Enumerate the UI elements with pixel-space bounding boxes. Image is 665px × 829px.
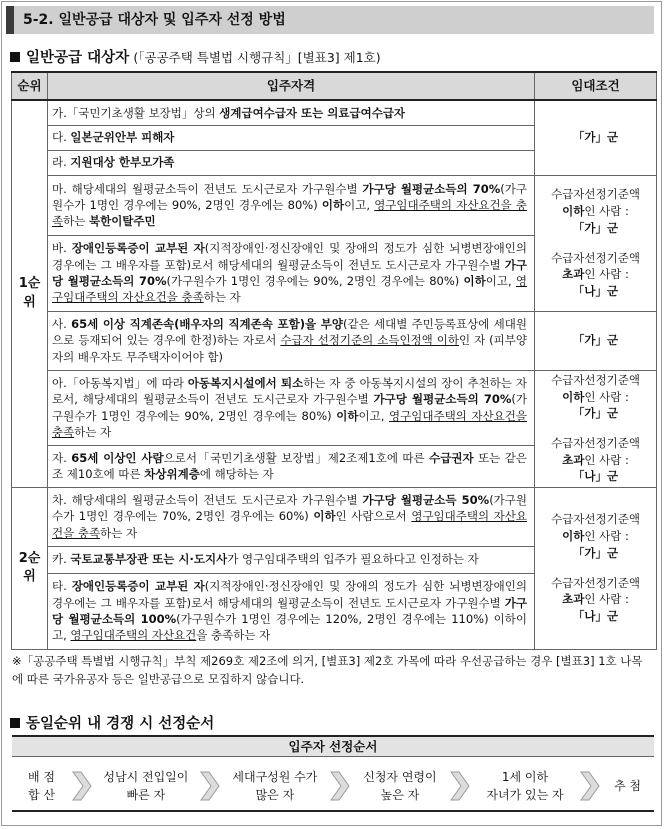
qual-ma: 마. 해당세대의 월평균소득이 전년도 도시근로자 가구원수별 가구당 월평균소득의 70%(가구원수가 1명인 경우에는 90%, 2명인 경우에는 80%) 이하이고, 영구임대주택의 자산요건을 충족하는 북한이탈주민 bbox=[48, 175, 535, 235]
step-applicant-age: 신청자 연령이 높은 자 bbox=[363, 770, 437, 802]
qual-ka: 카. 국토교통부장관 또는 시·도지사가 영구임대주택의 입주가 필요하다고 인정하는 자 bbox=[48, 546, 535, 573]
chevron-right-icon bbox=[71, 768, 93, 804]
qual-ta: 타. 장애인등록증이 교부된 자(지적장애인·정신장애인 및 장애의 정도가 심한 뇌병변장애인의 경우에는 그 배우자를 포함)로서 해당세대의 월평균소득이 전년도 도시근로자 가구원수별 가구당 월평균소득의 100%(가구원수가 1명인 경우에는 120%, 2명인 경우에는 110%) 이하이고, 영구임대주택의 자산요건을 충족하는 자 bbox=[48, 573, 535, 649]
chevron-right-icon bbox=[199, 768, 221, 804]
qual-ah: 아.「아동복지법」에 따라 아동복지시설에서 퇴소하는 자 중 아동복지시설의 장이 추천하는 자로서, 해당세대의 월평균소득이 전년도 도시근로자 가구원수별 가구당 월평균소득의 70%(가구원수가 1명인 경우에는 90%, 2명인 경우에는 80%) 이하이고, 영구임대주택의 자산요건을 충족하는 자 bbox=[48, 370, 535, 445]
rank-1-cell: 1순위 bbox=[12, 100, 48, 487]
square-bullet-icon bbox=[10, 52, 20, 62]
cond-sa: 「가」군 bbox=[535, 311, 657, 370]
table-row bbox=[12, 487, 657, 546]
selection-order-header: 입주자 선정순서 bbox=[12, 735, 654, 757]
qual-ga: 가.「국민기초생활 보장법」상의 생계급여수급자 또는 의료급여수급자 bbox=[48, 100, 535, 125]
section-heading: 동일순위 내 경쟁 시 선정순서 bbox=[26, 716, 215, 732]
selection-steps bbox=[12, 762, 654, 812]
step-infant-child: 1세 이하 자녀가 있는 자 bbox=[486, 770, 564, 802]
table-row bbox=[12, 175, 657, 235]
qual-ja: 자. 65세 이상인 사람으로서「국민기초생활 보장법」제2조제1호에 따른 수급권자 또는 같은 조 제10호에 따른 차상위계층에 해당하는 자 bbox=[48, 445, 535, 487]
header-condition: 임대조건 bbox=[535, 72, 657, 100]
qual-sa: 사. 65세 이상 직계존속(배우자의 직계존속 포함)을 부양(같은 세대별 주민등록표상에 세대원으로 등재되어 있는 경우에 한정)하는 자로서 수급자 선정기준의 소득인정액 이하인 자 (피부양자의 배우자도 무주택자이어야 함) bbox=[48, 311, 535, 370]
section-subheading: (「공공주택 특별법 시행규칙」[별표3] 제1호) bbox=[133, 50, 381, 65]
qual-cha: 차. 해당세대의 월평균소득이 전년도 도시근로자 가구원수별 가구당 월평균소득 50%(가구원수가 1명인 경우에는 70%, 2명인 경우에는 60%) 이하인 사람으로서 영구임대주택의 자산요건을 충족하는 자 bbox=[48, 487, 535, 546]
qual-da: 다. 일본군위안부 피해자 bbox=[48, 125, 535, 150]
header-rank: 순위 bbox=[12, 72, 48, 100]
table-row bbox=[12, 370, 657, 445]
cond-rank2: 수급자선정기준액 이하인 사람 : 「가」군 수급자선정기준액 초과인 사람 : 「나」군 bbox=[535, 487, 657, 649]
cond-ma-ba: 수급자선정기준액 이하인 사람 : 「가」군 수급자선정기준액 초과인 사람 : 「나」군 bbox=[535, 175, 657, 311]
rank-2-cell: 2순위 bbox=[12, 487, 48, 649]
step-lottery: 추 첨 bbox=[613, 779, 641, 793]
step-household-size: 세대구성원 수가 많은 자 bbox=[232, 770, 318, 802]
table-header-row bbox=[12, 72, 657, 100]
section-general-supply bbox=[10, 46, 381, 67]
header-qualification: 입주자격 bbox=[48, 72, 535, 100]
table-row bbox=[12, 100, 657, 125]
step-move-in-date: 성남시 전입일이 빠른 자 bbox=[103, 770, 189, 802]
chevron-right-icon bbox=[449, 768, 471, 804]
section-heading: 일반공급 대상자 bbox=[26, 50, 130, 66]
section-selection-order bbox=[10, 712, 214, 733]
qual-ba: 바. 장애인등록증이 교부된 자(지적장애인·정신장애인 및 장애의 정도가 심한 뇌병변장애인의 경우에는 그 배우자를 포함)로서 해당세대의 월평균소득이 전년도 도시근로자 가구원수별 가구당 월평균소득의 70%(가구원수가 1명인 경우에는 90%, 2명인 경우에는 80%) 이하이고, 영구임대주택의 자산요건을 충족하는 자 bbox=[48, 235, 535, 311]
square-bullet-icon bbox=[10, 718, 20, 728]
chevron-right-icon bbox=[329, 768, 351, 804]
eligibility-table bbox=[11, 71, 657, 650]
cond-ah-ja: 수급자선정기준액 이하인 사람 : 「가」군 수급자선정기준액 초과인 사람 : 「나」군 bbox=[535, 370, 657, 487]
footnote: ※「공공주택 특별법 시행규칙」부칙 제269호 제2조에 의거, [별표3] 제2호 가목에 따라 우선공급하는 경우 [별표3] 1호 나목에 따른 국가유공자 등은 일반공급으로 모집하지 않습니다. bbox=[12, 654, 643, 686]
page-title: 5-2. 일반공급 대상자 및 입주자 선정 방법 bbox=[6, 6, 654, 34]
chevron-right-icon bbox=[579, 768, 601, 804]
cond-ga-group: 「가」군 bbox=[535, 100, 657, 175]
table-row bbox=[12, 311, 657, 370]
step-score-sum: 배 점 합 산 bbox=[27, 770, 55, 802]
qual-ra: 라. 지원대상 한부모가족 bbox=[48, 150, 535, 175]
